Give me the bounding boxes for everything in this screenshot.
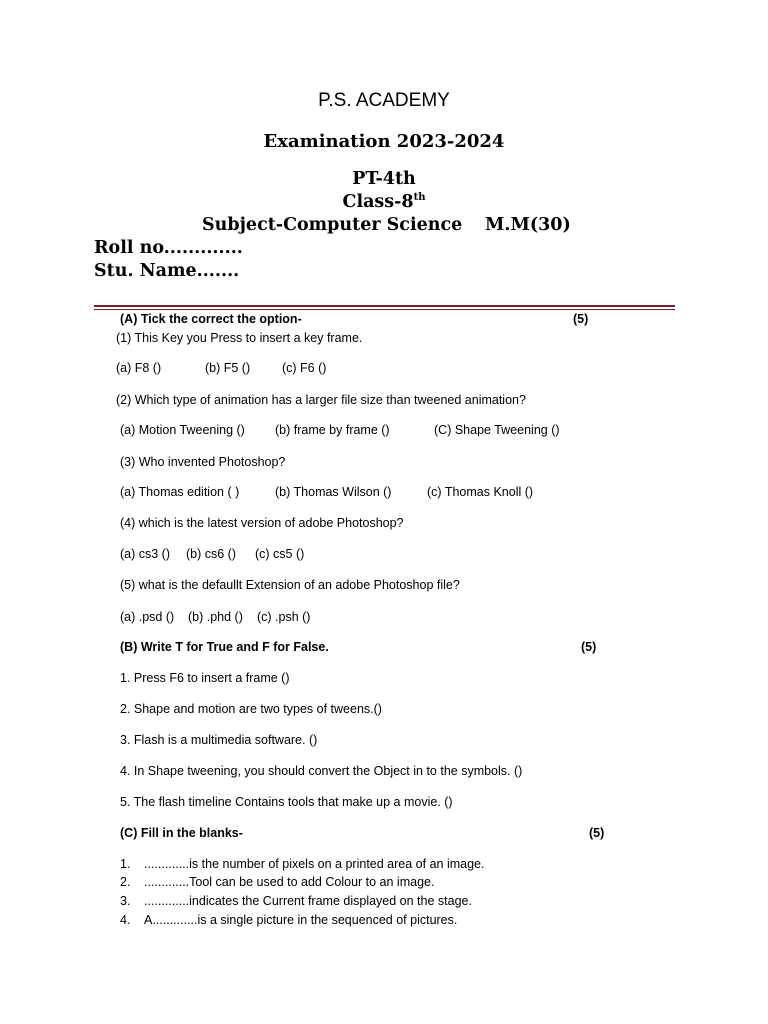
test-name: PT-4th	[352, 169, 416, 189]
q2-option-a: (a) Motion Tweening ()	[120, 423, 245, 437]
subject-label: Subject-Computer Science	[202, 215, 463, 235]
true-false-item: 5. The flash timeline Contains tools that make up a movie. ()	[120, 795, 453, 809]
q3-option-a: (a) Thomas edition ( )	[120, 485, 240, 499]
exam-title: Examination 2023-2024	[263, 131, 505, 152]
max-marks: M.M(30)	[485, 215, 571, 235]
q1-option-c: (c) F6 ()	[282, 361, 327, 375]
section-b-title: (B) Write T for True and F for False.	[120, 640, 329, 654]
q4-option-b: (b) cs6 ()	[186, 547, 236, 561]
blank-number: 2.	[120, 875, 131, 889]
true-false-item: 3. Flash is a multimedia software. ()	[120, 733, 318, 747]
q4-option-c: (c) cs5 ()	[255, 547, 305, 561]
question-4: (4) which is the latest version of adobe Photoshop?	[120, 516, 404, 530]
q1-option-a: (a) F8 ()	[116, 361, 162, 375]
q5-option-a: (a) .psd ()	[120, 610, 175, 624]
true-false-item: 4. In Shape tweening, you should convert the Object in to the symbols. ()	[120, 764, 523, 778]
q2-option-b: (b) frame by frame ()	[275, 423, 390, 437]
q2-option-c: (C) Shape Tweening ()	[434, 423, 560, 437]
question-2: (2) Which type of animation has a larger file size than tweened animation?	[116, 393, 526, 407]
section-c-title: (C) Fill in the blanks-	[120, 826, 243, 840]
section-a-marks: (5)	[573, 312, 589, 326]
question-1: (1) This Key you Press to insert a key frame.	[116, 331, 363, 345]
q4-option-a: (a) cs3 ()	[120, 547, 170, 561]
question-5: (5) what is the defaullt Extension of an adobe Photoshop file?	[120, 578, 460, 592]
divider-thin	[94, 309, 675, 310]
blank-number: 4.	[120, 913, 131, 927]
fill-blank-item: .............Tool can be used to add Colour to an image.	[144, 875, 435, 889]
student-name-field: Stu. Name.......	[94, 261, 240, 281]
q3-option-b: (b) Thomas Wilson ()	[275, 485, 392, 499]
true-false-item: 2. Shape and motion are two types of tweens.()	[120, 702, 382, 716]
section-b-marks: (5)	[581, 640, 597, 654]
q5-option-b: (b) .phd ()	[188, 610, 243, 624]
q1-option-b: (b) F5 ()	[205, 361, 251, 375]
q3-option-c: (c) Thomas Knoll ()	[427, 485, 534, 499]
class-label: Class-8th	[342, 192, 426, 212]
section-c-marks: (5)	[589, 826, 605, 840]
fill-blank-item: .............is the number of pixels on a printed area of an image.	[144, 857, 485, 871]
divider-thick	[94, 305, 675, 307]
fill-blank-item: .............indicates the Current frame displayed on the stage.	[144, 894, 472, 908]
fill-blank-item: A.............is a single picture in the sequenced of pictures.	[144, 913, 458, 927]
school-name: P.S. ACADEMY	[318, 90, 450, 111]
q5-option-c: (c) .psh ()	[257, 610, 311, 624]
question-3: (3) Who invented Photoshop?	[120, 455, 286, 469]
true-false-item: 1. Press F6 to insert a frame ()	[120, 671, 290, 685]
blank-number: 1.	[120, 857, 131, 871]
blank-number: 3.	[120, 894, 131, 908]
roll-number-field: Roll no.............	[94, 238, 243, 258]
section-a-title: (A) Tick the correct the option-	[120, 312, 302, 326]
